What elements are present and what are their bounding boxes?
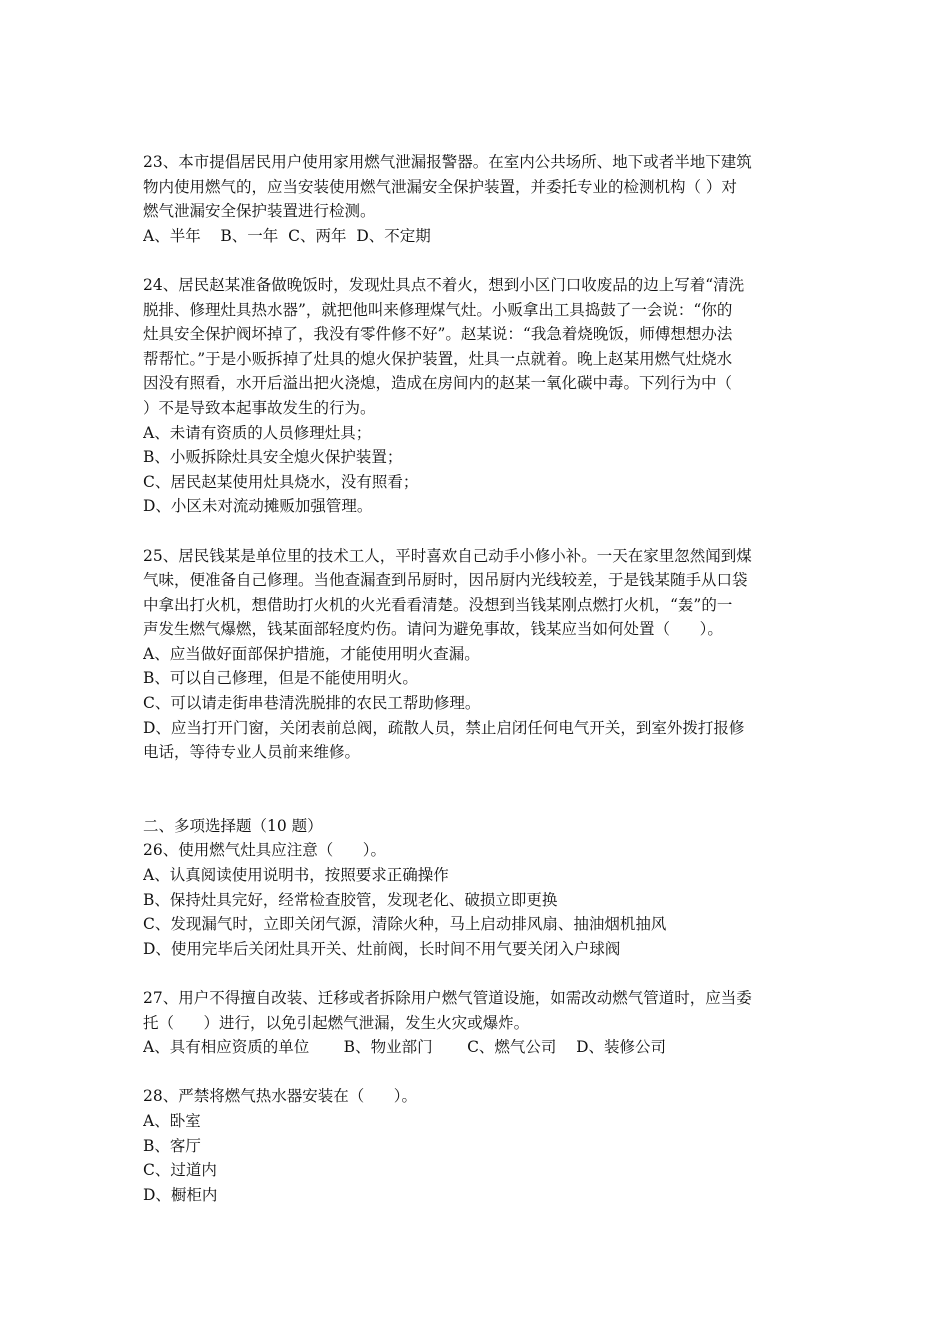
question-stem-line: 托（ ）进行，以免引起燃气泄漏，发生火灾或爆炸。: [143, 1013, 530, 1032]
question-27: [143, 986, 808, 1060]
question-stem-line: 物内使用燃气的，应当安装使用燃气泄漏安全保护装置，并委托专业的检测机构（ ）对: [143, 177, 737, 196]
question-28: [143, 1084, 808, 1207]
section-title: 二、多项选择题（10 题）: [143, 816, 323, 835]
option-a: A、卧室: [143, 1111, 201, 1130]
question-26: [143, 838, 808, 961]
option-a: A、认真阅读使用说明书，按照要求正确操作: [143, 866, 449, 885]
question-stem-line: 26、使用燃气灶具应注意（ ）。: [143, 841, 387, 860]
question-stem-line: 气味，便准备自己修理。当他查漏查到吊厨时，因吊厨内光线较差，于是钱某随手从口袋: [143, 571, 748, 590]
option-a: A、应当做好面部保护措施，才能使用明火查漏。: [143, 644, 480, 663]
option-d-continued: 电话，等待专业人员前来维修。: [143, 743, 361, 762]
question-stem-line: 23、本市提倡居民用户使用家用燃气泄漏报警器。在室内公共场所、地下或者半地下建筑: [143, 153, 752, 171]
option-d: D、使用完毕后关闭灶具开关、灶前阀，长时间不用气要关闭入户球阀: [143, 939, 621, 958]
question-23: [143, 150, 808, 248]
option-a: A、未请有资质的人员修理灶具；: [143, 423, 372, 442]
question-stem-line: 因没有照看，水开后溢出把火浇熄，造成在房间内的赵某一氧化碳中毒。下列行为中（: [143, 374, 733, 393]
option-c: C、发现漏气时，立即关闭气源，清除火种，马上启动排风扇、抽油烟机抽风: [143, 915, 667, 934]
question-24: [143, 273, 808, 519]
question-stem-line: 28、严禁将燃气热水器安装在（ ）。: [143, 1087, 418, 1106]
option-b: B、小贩拆除灶具安全熄火保护装置；: [143, 448, 403, 467]
question-stem-line: 灶具安全保护阀坏掉了，我没有零件修不好”。赵某说：“我急着烧晚饭，师傅想想办法: [143, 325, 733, 344]
question-stem-line: 中拿出打火机，想借助打火机的火光看看清楚。没想到当钱某刚点燃打火机，“轰”的一: [143, 595, 733, 614]
option-b: B、保持灶具完好，经常检查胶管，发现老化、破损立即更换: [143, 890, 558, 909]
question-stem-line: ）不是导致本起事故发生的行为。: [143, 398, 376, 417]
option-d: D、应当打开门窗，关闭表前总阀，疏散人员，禁止启闭任何电气开关，到室外拨打报修: [143, 718, 745, 737]
question-stem-line: 脱排、修理灶具热水器”，就把他叫来修理煤气灶。小贩拿出工具捣鼓了一会说：“你的: [143, 300, 733, 319]
question-stem-line: 帮帮忙。”于是小贩拆掉了灶具的熄火保护装置，灶具一点就着。晚上赵某用燃气灶烧水: [143, 349, 733, 368]
option-c: C、居民赵某使用灶具烧水，没有照看；: [143, 472, 419, 491]
question-options: A、半年 B、一年 C、两年 D、不定期: [143, 226, 431, 245]
option-b: B、客厅: [143, 1136, 201, 1155]
question-options: A、具有相应资质的单位 B、物业部门 C、燃气公司 D、装修公司: [143, 1038, 667, 1057]
option-c: C、可以请走街串巷清洗脱排的农民工帮助修理。: [143, 694, 481, 713]
option-b: B、可以自己修理，但是不能使用明火。: [143, 669, 418, 688]
section-multiple-choice: [143, 814, 808, 839]
question-stem-line: 燃气泄漏安全保护装置进行检测。: [143, 202, 376, 221]
document-body: [143, 150, 808, 1207]
question-stem-line: 27、用户不得擅自改装、迁移或者拆除用户燃气管道设施，如需改动燃气管道时，应当委: [143, 989, 752, 1007]
option-c: C、过道内: [143, 1161, 217, 1180]
question-25: [143, 544, 808, 765]
question-stem-line: 25、居民钱某是单位里的技术工人，平时喜欢自己动手小修小补。一天在家里忽然闻到煤: [143, 546, 752, 565]
question-stem-line: 声发生燃气爆燃，钱某面部轻度灼伤。请问为避免事故，钱某应当如何处置（ ）。: [143, 620, 723, 639]
question-stem-line: 24、居民赵某准备做晚饭时，发现灶具点不着火，想到小区门口收废品的边上写着“清洗: [143, 275, 745, 294]
option-d: D、橱柜内: [143, 1185, 218, 1204]
option-d: D、小区未对流动摊贩加强管理。: [143, 497, 373, 516]
